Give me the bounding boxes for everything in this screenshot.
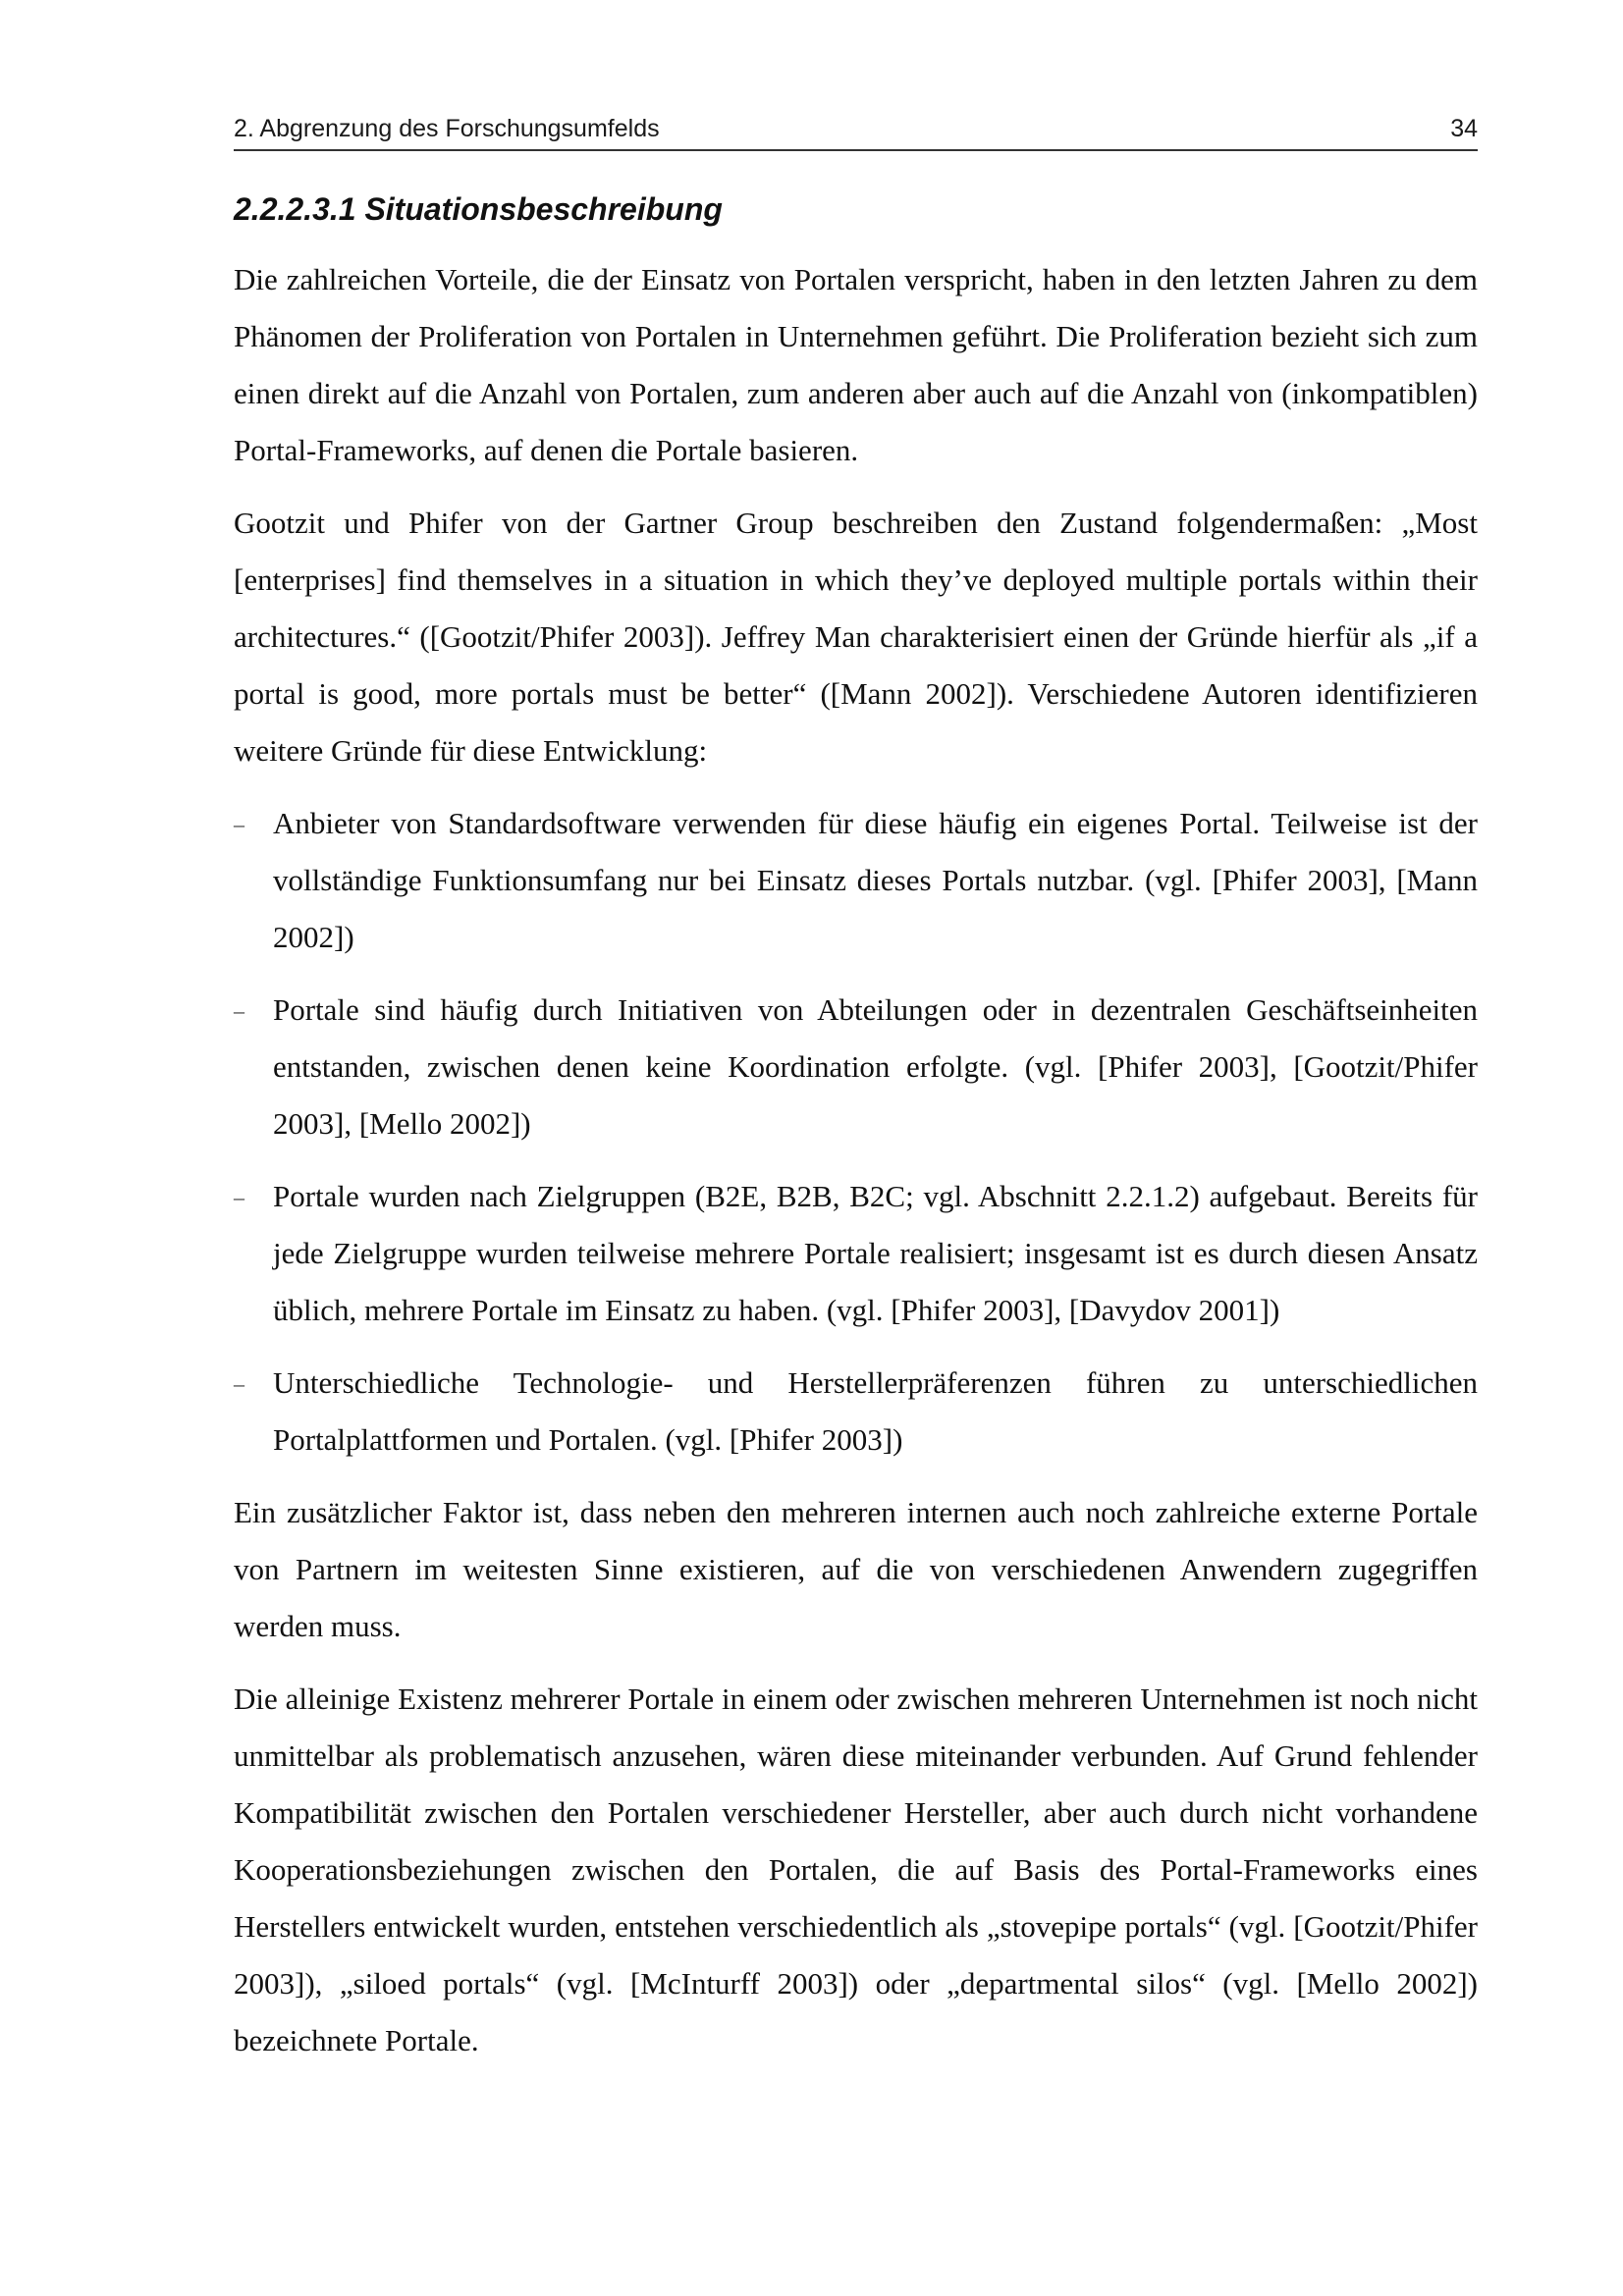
paragraph-external-portals: Ein zusätzlicher Faktor ist, dass neben den mehreren internen auch noch zahlreiche externe Portale von Partnern im weitesten Sinne existieren, auf die von verschiedenen Anwendern zugegriffen werden muss. bbox=[234, 1495, 1478, 1643]
chapter-title: 2. Abgrenzung des Forschungsumfelds bbox=[234, 115, 660, 142]
list-item bbox=[234, 795, 1478, 966]
list-item-text: Anbieter von Standardsoftware verwenden für diese häufig ein eigenes Portal. Teilweise ist der vollständige Funktionsumfang nur bei Einsatz dieses Portals nutzbar. (vgl. [Phifer 2003], [Mann 2002]) bbox=[273, 806, 1478, 954]
paragraph-proliferation: Die zahlreichen Vorteile, die der Einsatz von Portalen verspricht, haben in den letzten Jahren zu dem Phänomen der Proliferation von Portalen in Unternehmen geführt. Die Proliferation bezieht sich zum einen direkt auf die Anzahl von Portalen, zum anderen aber auch auf die Anzahl von (inkompatiblen) Portal-Frameworks, auf denen die Portale basieren. bbox=[234, 262, 1478, 467]
dash-bullet-icon: – bbox=[234, 998, 244, 1023]
page-number: 34 bbox=[1450, 115, 1478, 142]
list-item bbox=[234, 982, 1478, 1152]
running-header bbox=[234, 110, 1478, 151]
dash-bullet-icon: – bbox=[234, 1185, 244, 1209]
reasons-list bbox=[234, 795, 1478, 1468]
paragraph-siloed-portals: Die alleinige Existenz mehrerer Portale in einem oder zwischen mehreren Unternehmen ist noch nicht unmittelbar als problematisch anzusehen, wären diese miteinander verbunden. Auf Grund fehlender Kompatibilität zwischen den Portalen verschiedener Hersteller, aber auch durch nicht vorhandene Kooperationsbeziehungen zwischen den Portalen, die auf Basis des Portal-Frameworks eines Herstellers entwickelt wurden, entstehen verschiedentlich als „stovepipe portals“ (vgl. [Gootzit/Phifer 2003]), „siloed portals“ (vgl. [McInturff 2003]) oder „departmental silos“ (vgl. [Mello 2002]) bezeichnete Portale. bbox=[234, 1682, 1478, 2057]
list-item-text: Unterschiedliche Technologie- und Herstellerpräferenzen führen zu unterschiedlichen Portalplattformen und Portalen. (vgl. [Phifer 2003]) bbox=[273, 1365, 1478, 1457]
list-item-text: Portale sind häufig durch Initiativen von Abteilungen oder in dezentralen Geschäftseinheiten entstanden, zwischen denen keine Koordination erfolgte. (vgl. [Phifer 2003], [Gootzit/Phifer 2003], [Mello 2002]) bbox=[273, 992, 1478, 1141]
paragraph-gartner-quote: Gootzit und Phifer von der Gartner Group beschreiben den Zustand folgendermaßen: „Most [enterprises] find themselves in a situation in which they’ve deployed multiple portals within their architectures.“ ([Gootzit/Phifer 2003]). Jeffrey Man charakterisiert einen der Gründe hierfür als „if a portal is good, more portals must be better“ ([Mann 2002]). Verschiedene Autoren identifizieren weitere Gründe für diese Entwicklung: bbox=[234, 506, 1478, 768]
dash-bullet-icon: – bbox=[234, 812, 244, 836]
list-item-text: Portale wurden nach Zielgruppen (B2E, B2B, B2C; vgl. Abschnitt 2.2.1.2) aufgebaut. Bereits für jede Zielgruppe wurden teilweise mehrere Portale realisiert; insgesamt ist es durch diesen Ansatz üblich, mehrere Portale im Einsatz zu haben. (vgl. [Phifer 2003], [Davydov 2001]) bbox=[273, 1179, 1478, 1327]
list-item bbox=[234, 1355, 1478, 1468]
dash-bullet-icon: – bbox=[234, 1371, 244, 1396]
section-heading: 2.2.2.3.1 Situationsbeschreibung bbox=[234, 191, 723, 227]
body-content bbox=[234, 187, 1478, 2085]
list-item bbox=[234, 1168, 1478, 1339]
